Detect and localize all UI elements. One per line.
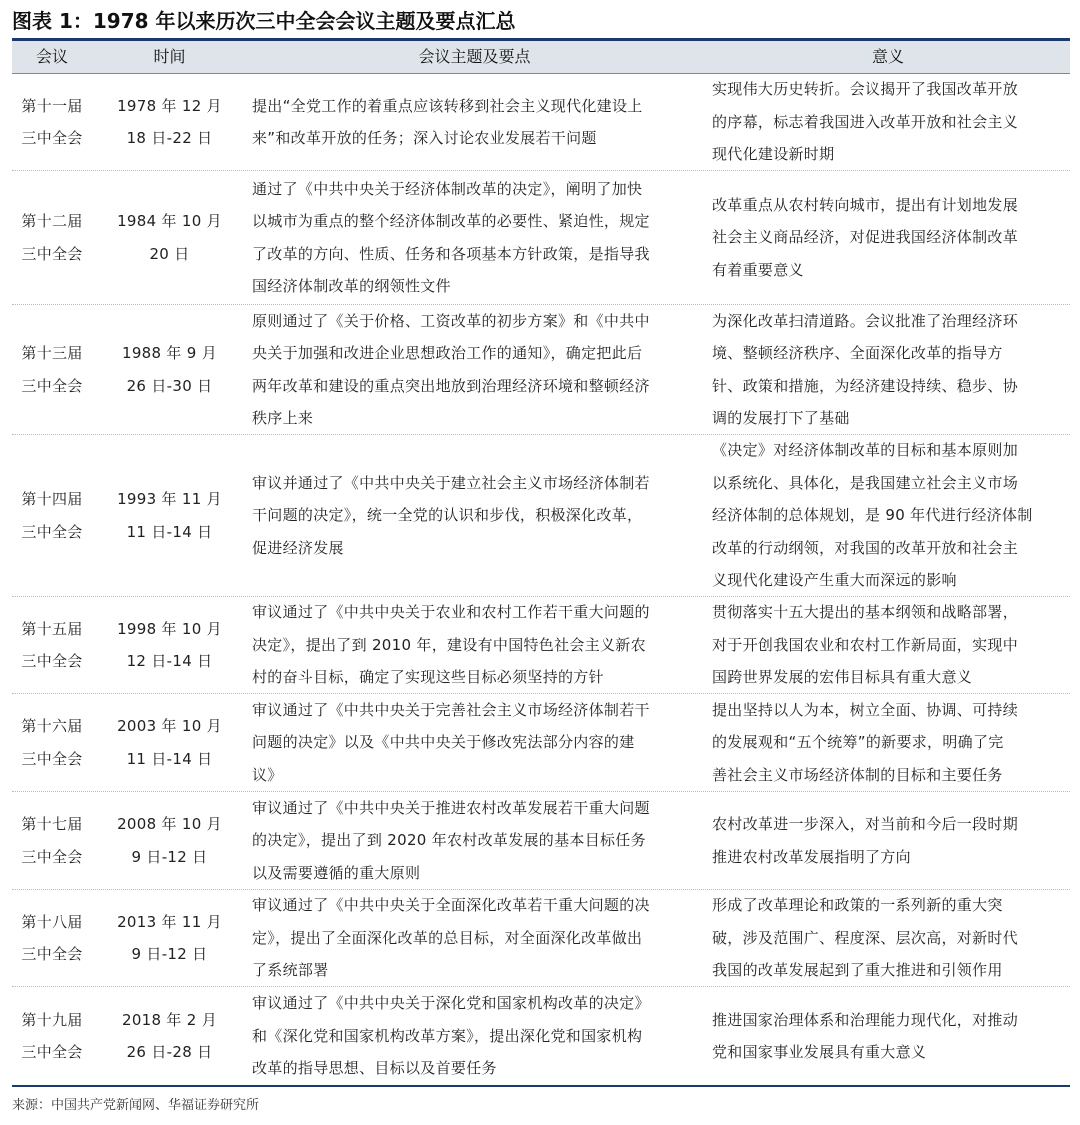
- table-header: [12, 41, 1070, 73]
- significance-cell: 提出坚持以人为本，树立全面、协调、可持续 的发展观和“五个统筹”的新要求，明确了完 善社会主义市场经济体制的目标和主要任务: [712, 700, 1019, 784]
- topic-cell: 审议并通过了《中共中央关于建立社会主义市场经济体制若 干问题的决定》，统一全党的认识和步伐，积极深化改革， 促进经济发展: [252, 473, 650, 557]
- topic-cell: 审议通过了《中共中央关于全面深化改革若干重大问题的决 定》，提出了全面深化改革的总目标，对全面深化改革做出 了系统部署: [252, 896, 650, 980]
- time-cell: 1993 年 11 月 11 日-14 日: [117, 490, 222, 541]
- topic-cell: 原则通过了《关于价格、工资改革的初步方案》和《中共中 央关于加强和改进企业思想政治工作的通知》，确定把此后 两年改革和建设的重点突出地放到治理经济环境和整顿经济 秩序上来: [252, 311, 650, 427]
- meeting-cell: 第十五届 三中全会: [21, 619, 83, 670]
- topic-cell: 提出“全党工作的着重点应该转移到社会主义现代化建设上 来”和改革开放的任务；深入讨论农业发展若干问题: [252, 96, 643, 147]
- table-row: [12, 987, 1070, 1085]
- bottom-rule: [12, 1085, 1070, 1087]
- table-row: [12, 694, 1070, 792]
- topic-cell: 通过了《中共中央关于经济体制改革的决定》，阐明了加快 以城市为重点的整个经济体制改革的必要性、紧迫性，规定 了改革的方向、性质、任务和各项基本方针政策，是指导我 国经济体制改革的纲领性文件: [252, 179, 650, 295]
- time-cell: 1978 年 12 月 18 日-22 日: [117, 96, 222, 147]
- meeting-cell: 第十二届 三中全会: [21, 212, 83, 263]
- time-cell: 2013 年 11 月 9 日-12 日: [117, 912, 222, 963]
- significance-cell: 贯彻落实十五大提出的基本纲领和战略部署， 对于开创我国农业和农村工作新局面，实现中 国跨世界发展的宏伟目标具有重大意义: [712, 603, 1019, 687]
- table-row: [12, 435, 1070, 597]
- table-row: [12, 890, 1070, 987]
- source-note: 来源：中国共产党新闻网、华福证券研究所: [12, 1098, 260, 1113]
- significance-cell: 为深化改革扫清道路。会议批准了治理经济环 境、整顿经济秩序、全面深化改革的指导方 针、政策和措施，为经济建设持续、稳步、协 调的发展打下了基础: [712, 311, 1019, 427]
- time-cell: 1998 年 10 月 12 日-14 日: [117, 619, 222, 670]
- meeting-cell: 第十九届 三中全会: [21, 1010, 83, 1061]
- meeting-cell: 第十七届 三中全会: [21, 815, 83, 866]
- topic-cell: 审议通过了《中共中央关于完善社会主义市场经济体制若干 问题的决定》以及《中共中央关于修改宪法部分内容的建 议》: [252, 700, 650, 784]
- meeting-cell: 第十八届 三中全会: [21, 912, 83, 963]
- significance-cell: 改革重点从农村转向城市，提出有计划地发展 社会主义商品经济，对促进我国经济体制改革 有着重要意义: [712, 195, 1019, 279]
- meeting-cell: 第十六届 三中全会: [21, 717, 83, 768]
- table-row: [12, 171, 1070, 305]
- meeting-cell: 第十四届 三中全会: [21, 490, 83, 541]
- significance-cell: 推进国家治理体系和治理能力现代化，对推动 党和国家事业发展具有重大意义: [712, 1010, 1019, 1061]
- time-cell: 2008 年 10 月 9 日-12 日: [117, 815, 222, 866]
- topic-cell: 审议通过了《中共中央关于推进农村改革发展若干重大问题 的决定》，提出了到 2020 年农村改革发展的基本目标任务 以及需要遵循的重大原则: [252, 798, 650, 882]
- table-row: [12, 74, 1070, 171]
- topic-cell: 审议通过了《中共中央关于深化党和国家机构改革的决定》 和《深化党和国家机构改革方案》，提出深化党和国家机构 改革的指导思想、目标以及首要任务: [252, 994, 650, 1078]
- header-time: 时间: [153, 47, 186, 66]
- meeting-cell: 第十三届 三中全会: [21, 344, 83, 395]
- significance-cell: 《决定》对经济体制改革的目标和基本原则加 以系统化、具体化，是我国建立社会主义市场 经济体制的总体规划，是 90 年代进行经济体制 改革的行动纲领，对我国的改革开放和社会主 义现代化建设产生重大而深远的影响: [712, 441, 1033, 590]
- header-meeting: 会议: [35, 47, 68, 66]
- header-topic: 会议主题及要点: [418, 47, 531, 66]
- significance-cell: 实现伟大历史转折。会议揭开了我国改革开放 的序幕，标志着我国进入改革开放和社会主义 现代化建设新时期: [712, 80, 1019, 164]
- significance-cell: 形成了改革理论和政策的一系列新的重大突 破，涉及范围广、程度深、层次高，对新时代 我国的改革发展起到了重大推进和引领作用: [712, 896, 1019, 980]
- table-row: [12, 305, 1070, 435]
- significance-cell: 农村改革进一步深入，对当前和今后一段时期 推进农村改革发展指明了方向: [712, 815, 1019, 866]
- table-row: [12, 792, 1070, 890]
- time-cell: 1984 年 10 月 20 日: [117, 212, 222, 263]
- table-row: [12, 597, 1070, 694]
- time-cell: 2018 年 2 月 26 日-28 日: [121, 1010, 218, 1061]
- time-cell: 1988 年 9 月 26 日-30 日: [121, 344, 218, 395]
- topic-cell: 审议通过了《中共中央关于农业和农村工作若干重大问题的 决定》，提出了到 2010 年，建设有中国特色社会主义新农 村的奋斗目标，确定了实现这些目标必须坚持的方针: [252, 603, 650, 687]
- meeting-cell: 第十一届 三中全会: [21, 96, 83, 147]
- table-title: 图表 1：1978 年以来历次三中全会会议主题及要点汇总: [12, 9, 516, 33]
- header-significance: 意义: [871, 47, 904, 66]
- time-cell: 2003 年 10 月 11 日-14 日: [117, 717, 222, 768]
